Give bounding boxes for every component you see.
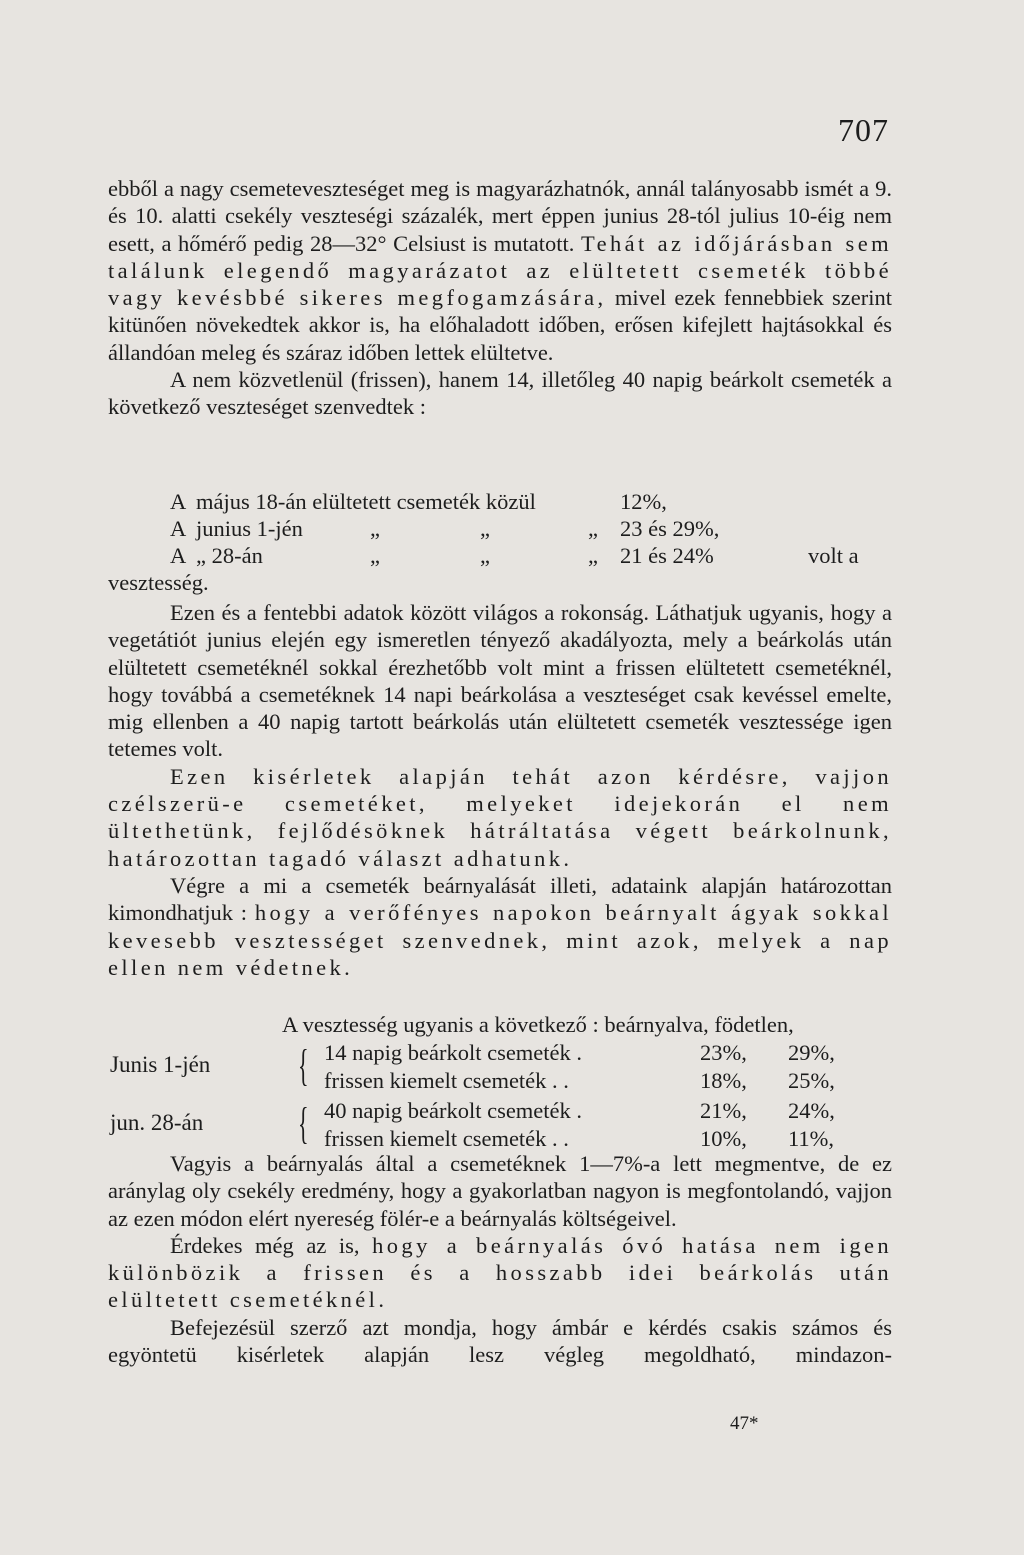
shade-table-group: [108, 1098, 892, 1154]
losses-end-text: vesztesség.: [108, 570, 209, 595]
loss-row-label: „ 28-án: [196, 543, 263, 568]
paragraph-1-spaced: Tehát az időjárásban sem találunk elegendő magyarázatot az elültetett csemeték többé vagy kevésbbé sikeres megfogamzására,: [108, 230, 892, 311]
loss-row: [108, 516, 892, 544]
loss-row-end: [108, 570, 892, 598]
row-value-shaded: 10%,: [700, 1126, 747, 1151]
row-label: frissen kiemelt csemeték . .: [324, 1068, 569, 1093]
paragraph-1-start: ebből a nagy csemeteveszteséget meg is magyarázhatnók, annál talányosabb ismét a 9. és 10. alatti csekély veszteségi százalék, mert éppen junius 28-tól julius 10-éig nem esett, a hőmérő pedig 28—32° Celsiust is mutatott.: [108, 176, 892, 256]
loss-row-a: A: [170, 489, 187, 514]
paragraph-5-spaced: hogy a verőfényes napokon beárnyalt ágyak sokkal kevesebb vesztességet szenvednek, mint azok, melyek a nap ellen nem védetnek.: [108, 900, 893, 980]
loss-row-a: A: [170, 516, 187, 541]
paragraph-1: [108, 175, 892, 366]
paragraph-1-end: mivel ezek fennebbiek szerint kitünően növekedtek akkor is, ha előhaladott időben, erősen kifejlett hajtásokkal és állandóan meleg és száraz időben lettek elültetve.: [108, 285, 892, 365]
paragraph-5: [108, 872, 892, 981]
paragraph-5-start: Végre a mi a csemeték beárnyalását illeti, adataink alapján határozottan kimondhatjuk :: [108, 872, 892, 926]
row-value-uncovered: 25%,: [788, 1068, 835, 1093]
loss-row: [108, 489, 892, 517]
loss-row: [108, 543, 892, 571]
ditto-mark: „: [370, 516, 380, 541]
table-row: [324, 1098, 582, 1126]
row-value-uncovered: 11%,: [788, 1126, 835, 1151]
ditto-mark: „: [480, 543, 490, 568]
shade-table-group: [108, 1040, 892, 1096]
paragraph-4: Ezen kisérletek alapján tehát azon kérdésre, vajjon czélszerü-e csemetéket, melyeket idejekorán el nem ültethetünk, fejlődésöknek hátráltatása végett beárkolnunk, határozottan tagadó választ adhatunk.: [108, 763, 892, 871]
loss-row-value: 23 és 29%,: [620, 516, 720, 541]
body-text-middle: [108, 599, 892, 981]
paragraph-2: A nem közvetlenül (frissen), hanem 14, illetőleg 40 napig beárkolt csemeték a következő veszteséget szenvedtek :: [108, 367, 892, 420]
row-label: 40 napig beárkolt csemeték .: [324, 1098, 583, 1123]
row-value-uncovered: 24%,: [788, 1098, 835, 1123]
page-number: 707: [838, 112, 889, 148]
paragraph-6: Vagyis a beárnyalás által a csemetéknek 1—7%-a lett megmentve, de ez aránylag oly csekély eredmény, hogy a gyakorlatban nagyon is megfontolandó, vajjon az ezen módon elért nyereség fölér-e a beárnyalás költségeivel.: [108, 1151, 892, 1231]
signature-mark: 47*: [730, 1413, 759, 1434]
table-row: [324, 1068, 569, 1096]
shade-table-header: A vesztesség ugyanis a következő : beárnyalva, födetlen,: [282, 1012, 794, 1037]
loss-row-a: A: [170, 543, 187, 568]
row-value-shaded: 18%,: [700, 1068, 747, 1093]
paragraph-7-spaced: hogy a beárnyalás óvó hatása nem igen különbözik a frissen és a hosszabb idei beárkolás után elültetett csemetéknél.: [108, 1232, 893, 1313]
loss-row-label: junius 1-jén: [196, 516, 303, 541]
row-value-shaded: 23%,: [700, 1040, 747, 1065]
ditto-mark: „: [588, 543, 598, 568]
paragraph-8: Befejezésül szerző azt mondja, hogy ámbár e kérdés csakis számos és egyöntetü kisérletek alapján lesz végleg megoldható, mindazon-: [108, 1314, 892, 1368]
ditto-mark: „: [588, 516, 598, 541]
loss-row-suffix: volt a: [808, 543, 859, 568]
group-date: Junis 1-jén: [110, 1052, 211, 1077]
loss-row-label: május 18-án elültetett csemeték közül: [196, 489, 536, 514]
row-value-uncovered: 29%,: [788, 1040, 835, 1065]
table-row: [324, 1040, 582, 1068]
paragraph-7-start: Érdekes még az is,: [170, 1232, 360, 1258]
row-label: frissen kiemelt csemeték . .: [324, 1126, 569, 1151]
body-text-top: [108, 175, 892, 421]
row-label: 14 napig beárkolt csemeték .: [324, 1040, 583, 1065]
paragraph-7: [108, 1232, 892, 1314]
brace-mark: {: [298, 1041, 309, 1090]
loss-row-value: 12%,: [620, 489, 667, 514]
ditto-mark: „: [480, 516, 490, 541]
paragraph-3: Ezen és a fentebbi adatok között világos a rokonság. Láthatjuk ugyanis, hogy a vegetátiót junius elején egy ismeretlen tényező akadályozta, mely a beárkolás után elültetett csemetéknél sokkal érezhetőbb volt mint a frissen elültetett csemetéknél, hogy továbbá a csemetéknek 14 napi beárkolása a veszteséget csak kevéssel emelte, mig ellenben a 40 napig tartott beárkolás után elültetett csemeték vesztessége igen tetemes volt.: [108, 600, 892, 762]
body-text-bottom: [108, 1150, 892, 1368]
group-date: jun. 28-án: [110, 1110, 204, 1135]
loss-row-value: 21 és 24%: [620, 543, 714, 568]
ditto-mark: „: [370, 543, 380, 568]
brace-mark: {: [298, 1099, 309, 1148]
row-value-shaded: 21%,: [700, 1098, 747, 1123]
